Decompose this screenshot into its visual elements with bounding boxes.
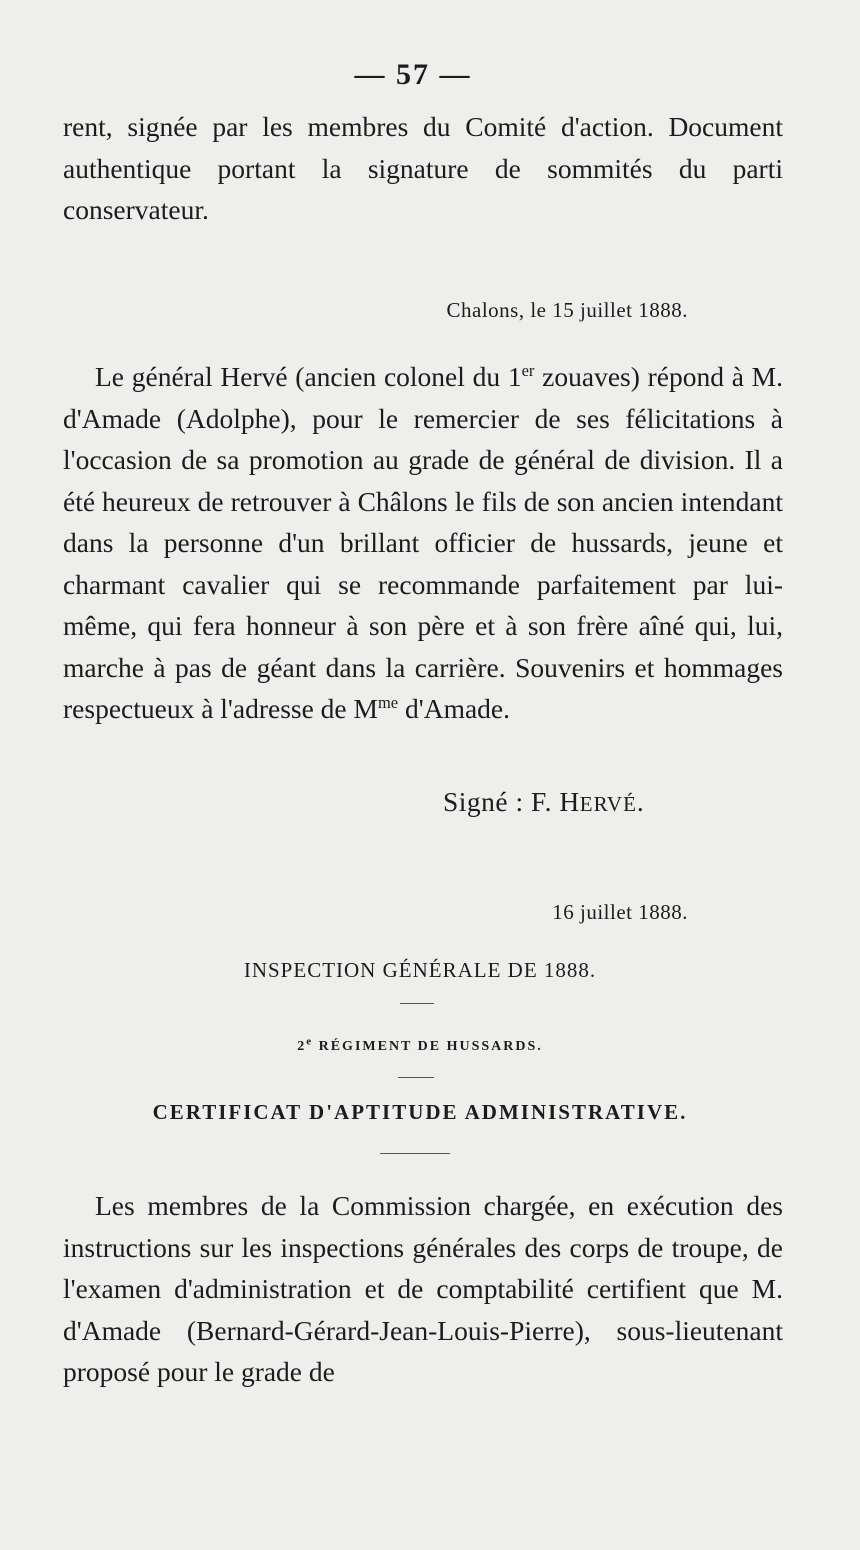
regiment-name: RÉGIMENT DE HUSSARDS.	[313, 1039, 543, 1054]
divider-rule-2	[398, 1077, 434, 1078]
letter1-date: Chalons, le 15 juillet 1888.	[446, 298, 688, 322]
letter2-date: 16 juillet 1888.	[552, 900, 688, 924]
letter1-sup-me: me	[377, 692, 399, 712]
divider-rule-1	[400, 1003, 434, 1004]
letter1-sup-er: er	[521, 360, 535, 380]
letter2-paragraph: Les membres de la Commission chargée, en exécution des instructions sur les inspections générales des corps de troupe, de l'examen d'administration et de comptabilité certifient que M. d'Amade (Bernard-Gérard-Jean-Louis-Pierre), sous-lieutenant proposé pour le grade de	[63, 1190, 783, 1387]
letter2-body	[63, 1185, 783, 1393]
regiment-sup: e	[306, 1035, 314, 1048]
signature-end: .	[636, 786, 645, 817]
page-number: — 57 —	[354, 58, 472, 91]
letter1-text-b: zouaves) répond à M. d'Amade (Adolphe), pour le remercier de ses félicitations à l'occasion de sa promotion au grade de général de division. Il a été heureux de retrouver à Châlons le fils de son ancien intendant dans la personne d'un brillant officier de hussards, jeune et charmant cavalier qui se recommande parfaitement par lui-même, qui fera honneur à son père et à son frère aîné qui, lui, marche à pas de géant dans la carrière. Souvenirs et hommages respectueux à l'adresse de M	[63, 361, 783, 724]
letter1-signature	[443, 786, 644, 818]
letter1-text-a: Le général Hervé (ancien colonel du 1	[95, 361, 522, 392]
heading-certificat: CERTIFICAT D'APTITUDE ADMINISTRATIVE.	[152, 1100, 688, 1124]
signature-prefix: Signé : F.	[443, 786, 560, 817]
signature-name: ERVÉ	[579, 792, 637, 816]
letter1-body	[63, 356, 783, 730]
regiment-number: 2	[297, 1039, 307, 1054]
intro-text: rent, signée par les membres du Comité d'action. Document authentique portant la signature de sommités du parti conservateur.	[63, 111, 783, 225]
letter1-text-c: d'Amade.	[398, 693, 511, 724]
divider-rule-3	[380, 1153, 450, 1154]
letter1-paragraph	[63, 356, 783, 730]
heading-inspection: INSPECTION GÉNÉRALE DE 1888.	[243, 958, 597, 982]
intro-paragraph	[63, 106, 783, 231]
signature-initial: H	[559, 786, 580, 817]
heading-regiment	[0, 1035, 840, 1055]
